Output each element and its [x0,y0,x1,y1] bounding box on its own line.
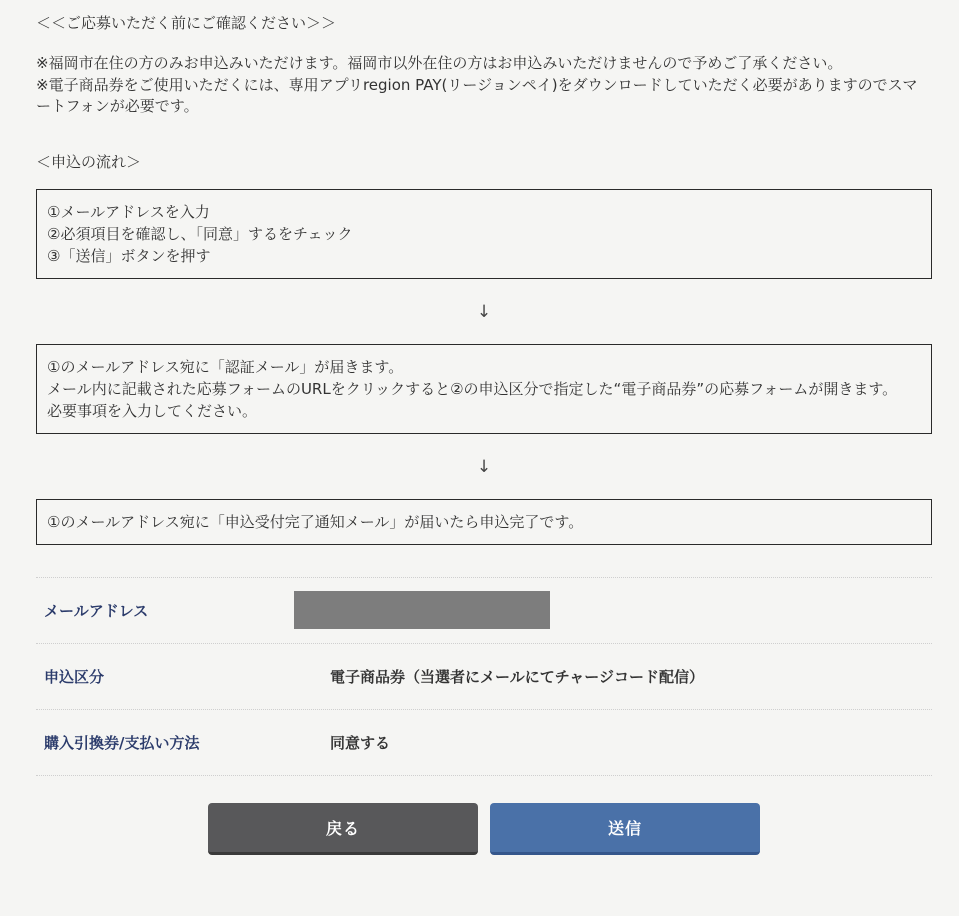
step-line: ③「送信」ボタンを押す [47,246,211,265]
pre-check-title: ＜＜ご応募いただく前にご確認ください＞＞ [36,14,337,32]
field-label-application-type: 申込区分 [44,667,105,686]
field-label-email: メールアドレス [44,601,149,620]
back-button[interactable]: 戻る [208,803,478,855]
step-line: ①のメールアドレス宛に「申込受付完了通知メール」が届いたら申込完了です。 [47,512,584,531]
email-value-redacted [294,591,550,629]
pre-check-notes [36,53,932,118]
step-line: メール内に記載された応募フォームのURLをクリックすると②の申込区分で指定した“電子商品券”の応募フォームが開きます。 [47,379,898,398]
flow-step-box-1 [36,189,932,279]
field-label-payment-agreement: 購入引換券/支払い方法 [44,733,200,752]
payment-agreement-value: 同意する [330,733,391,752]
step-line: 必要事項を入力してください。 [47,401,258,420]
flow-heading: ＜申込の流れ＞ [36,152,142,171]
email-value-cell [330,591,550,629]
button-row [36,803,932,855]
flow-step-box-3 [36,499,932,545]
down-arrow: ↓ [476,301,492,322]
step-line: ①メールアドレスを入力 [47,202,210,221]
form-row-payment-agreement [36,709,932,776]
form-row-application-type [36,643,932,709]
step-line: ②必須項目を確認し、「同意」するをチェック [47,224,353,243]
submit-button[interactable]: 送信 [490,803,760,855]
form-row-email [36,577,932,643]
note-region-pay-app: ※電子商品券をご使用いただくには、専用アプリregion PAY(リージョンペイ)をダウンロードしていただく必要がありますのでスマートフォンが必要です。 [36,75,918,115]
flow-step-box-2 [36,344,932,434]
note-residency: ※福岡市在住の方のみお申込みいただけます。福岡市以外在住の方はお申込みいただけませんので予めご了承ください。 [36,54,843,72]
step-line: ①のメールアドレス宛に「認証メール」が届きます。 [47,357,404,376]
down-arrow: ↓ [476,456,492,477]
application-type-value: 電子商品券（当選者にメールにてチャージコード配信） [330,667,704,686]
confirmation-form [36,577,932,776]
